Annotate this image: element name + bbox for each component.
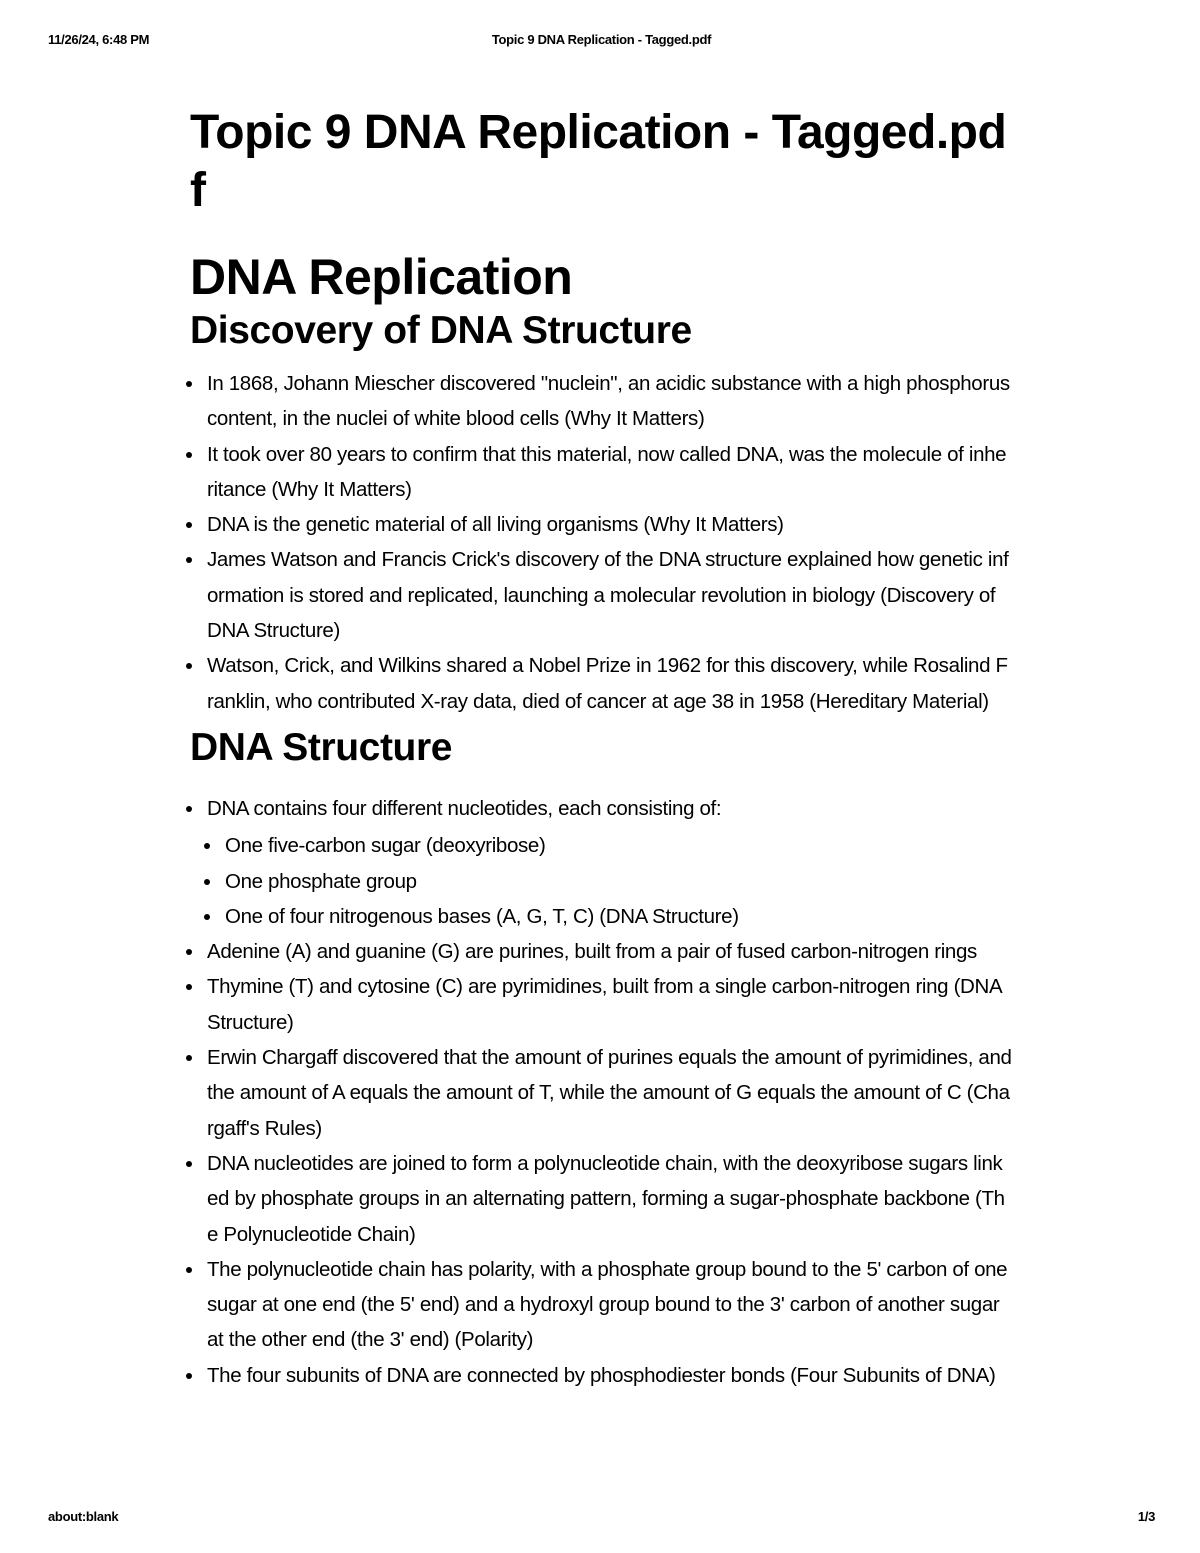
print-document-title: Topic 9 DNA Replication - Tagged.pdf <box>491 32 712 47</box>
print-datetime: 11/26/24, 6:48 PM <box>48 32 150 47</box>
document-title: Topic 9 DNA Replication - Tagged.pdf <box>190 106 1007 217</box>
structure-intro: DNA contains four different nucleotides, each consisting of: <box>207 796 722 820</box>
list-item: It took over 80 years to confirm that this material, now called DNA, was the molecule of inheritance (Why It Matters) <box>190 437 1012 508</box>
discovery-list <box>190 366 1012 719</box>
list-item: Adenine (A) and guanine (G) are purines, built from a pair of fused carbon-nitrogen rings <box>190 934 1012 969</box>
list-item: DNA nucleotides are joined to form a polynucleotide chain, with the deoxyribose sugars linked by phosphate groups in an alternating pattern, forming a sugar-phosphate backbone (The Polynucleotide Chain) <box>190 1146 1012 1252</box>
section-title: DNA Replication <box>190 249 573 305</box>
list-item: Erwin Chargaff discovered that the amount of purines equals the amount of pyrimidines, and the amount of A equals the amount of T, while the amount of G equals the amount of C (Chargaff's Rules) <box>190 1040 1012 1146</box>
list-item: Thymine (T) and cytosine (C) are pyrimidines, built from a single carbon-nitrogen ring (DNA Structure) <box>190 969 1012 1040</box>
sub-list-item: One phosphate group <box>208 864 1012 899</box>
list-item: Watson, Crick, and Wilkins shared a Nobel Prize in 1962 for this discovery, while Rosalind Franklin, who contributed X-ray data, died of cancer at age 38 in 1958 (Hereditary Material) <box>190 648 1012 719</box>
page-number: 1/3 <box>1137 1509 1155 1524</box>
document-content <box>190 104 1012 1395</box>
structure-list <box>190 791 1012 826</box>
structure-details-list <box>190 934 1012 1393</box>
list-item: In 1868, Johann Miescher discovered "nuclein", an acidic substance with a high phosphorus content, in the nuclei of white blood cells (Why It Matters) <box>190 366 1012 437</box>
print-url: about:blank <box>48 1509 119 1524</box>
list-item: The four subunits of DNA are connected by phosphodiester bonds (Four Subunits of DNA) <box>190 1358 1012 1393</box>
sub-list-item: One five-carbon sugar (deoxyribose) <box>208 828 1012 863</box>
sub-list-item: One of four nitrogenous bases (A, G, T, C) (DNA Structure) <box>208 899 1012 934</box>
list-item: The polynucleotide chain has polarity, with a phosphate group bound to the 5' carbon of one sugar at one end (the 5' end) and a hydroxyl group bound to the 3' carbon of another sugar at the other end (the 3' end) (Polarity) <box>190 1252 1012 1358</box>
list-item: James Watson and Francis Crick's discovery of the DNA structure explained how genetic information is stored and replicated, launching a molecular revolution in biology (Discovery of DNA Structure) <box>190 542 1012 648</box>
nucleotide-components-list <box>190 828 1012 934</box>
print-header <box>48 32 1155 47</box>
list-item <box>190 791 1012 826</box>
list-item: DNA is the genetic material of all living organisms (Why It Matters) <box>190 507 1012 542</box>
print-footer <box>48 1509 1155 1524</box>
structure-heading: DNA Structure <box>190 725 453 769</box>
discovery-heading: Discovery of DNA Structure <box>190 309 692 352</box>
